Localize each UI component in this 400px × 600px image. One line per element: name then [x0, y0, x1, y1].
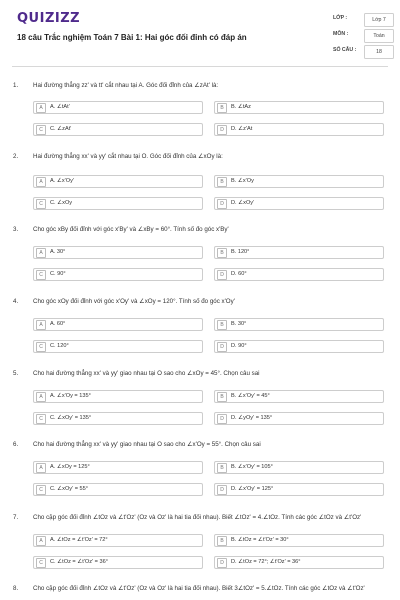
option-letter: C	[36, 558, 46, 568]
meta-value: Lớp 7	[364, 13, 394, 27]
option-b[interactable]	[214, 318, 384, 331]
meta-label: LỚP :	[333, 15, 348, 21]
option-letter: B	[217, 103, 227, 113]
option-text: A. ∠xOy = 125°	[50, 464, 90, 470]
option-text: C. ∠tOz = ∠t'Oz' = 36°	[50, 559, 108, 565]
option-letter: C	[36, 414, 46, 424]
option-text: C. ∠zAt'	[50, 126, 72, 132]
option-letter: A	[36, 536, 46, 546]
option-text: D. ∠x'Oy' = 125°	[231, 486, 274, 492]
option-letter: D	[217, 125, 227, 135]
option-letter: B	[217, 463, 227, 473]
question-text: Hai đường thẳng xx' và yy' cắt nhau tại O. Góc đối đỉnh của ∠xOy là:	[33, 153, 223, 160]
option-text: A. 30°	[50, 249, 66, 255]
option-b[interactable]	[214, 390, 384, 403]
worksheet-header	[0, 0, 400, 64]
question-text: Hai đường thẳng zz' và tt' cắt nhau tại A. Góc đối đỉnh của ∠zAt' là:	[33, 82, 219, 89]
option-b[interactable]	[214, 534, 384, 547]
option-text: C. ∠xOy' = 135°	[50, 415, 92, 421]
option-text: D. ∠tOz = 72°; ∠t'Oz' = 36°	[231, 559, 301, 565]
option-a[interactable]	[33, 101, 203, 114]
option-letter: B	[217, 248, 227, 258]
option-letter: D	[217, 342, 227, 352]
option-text: D. ∠xOy'	[231, 200, 255, 206]
option-text: B. 120°	[231, 249, 250, 255]
option-text: A. ∠x'Oy'	[50, 178, 74, 184]
option-letter: A	[36, 463, 46, 473]
option-d[interactable]	[214, 412, 384, 425]
option-c[interactable]	[33, 556, 203, 569]
option-d[interactable]	[214, 556, 384, 569]
option-a[interactable]	[33, 175, 203, 188]
worksheet-title: 18 câu Trắc nghiệm Toán 7 Bài 1: Hai góc đối đỉnh có đáp án	[17, 33, 247, 42]
option-letter: C	[36, 270, 46, 280]
option-c[interactable]	[33, 412, 203, 425]
option-letter: D	[217, 414, 227, 424]
option-letter: C	[36, 199, 46, 209]
option-d[interactable]	[214, 483, 384, 496]
option-letter: C	[36, 485, 46, 495]
option-text: B. ∠x'Oy	[231, 178, 254, 184]
option-c[interactable]	[33, 268, 203, 281]
option-text: A. ∠tOz = ∠t'Oz' = 72°	[50, 537, 108, 543]
option-letter: B	[217, 320, 227, 330]
option-b[interactable]	[214, 101, 384, 114]
option-letter: C	[36, 342, 46, 352]
option-letter: D	[217, 270, 227, 280]
option-letter: D	[217, 558, 227, 568]
option-text: C. 90°	[50, 271, 66, 277]
header-divider	[12, 66, 388, 67]
option-text: B. ∠x'Oy' = 45°	[231, 393, 270, 399]
option-a[interactable]	[33, 390, 203, 403]
question-number: 8.	[13, 585, 19, 592]
option-letter: A	[36, 103, 46, 113]
option-letter: A	[36, 248, 46, 258]
option-text: B. 30°	[231, 321, 247, 327]
option-letter: D	[217, 485, 227, 495]
option-d[interactable]	[214, 123, 384, 136]
option-a[interactable]	[33, 461, 203, 474]
question-text: Cho cặp góc đối đỉnh ∠tOz và ∠t'Oz' (Oz và Oz' là hai tia đối nhau). Biết ∠tOz' = 4.∠tOz. Tính các góc ∠tOz và ∠t'Oz'	[33, 514, 362, 521]
option-c[interactable]	[33, 197, 203, 210]
question-number: 2.	[13, 153, 19, 160]
option-letter: B	[217, 392, 227, 402]
option-text: B. ∠tOz = ∠t'Oz' = 30°	[231, 537, 289, 543]
question-number: 4.	[13, 298, 19, 305]
option-letter: A	[36, 392, 46, 402]
option-text: B. ∠tAz	[231, 104, 251, 110]
option-a[interactable]	[33, 318, 203, 331]
option-text: D. ∠z'At	[231, 126, 253, 132]
option-letter: B	[217, 177, 227, 187]
question-text: Cho hai đường thẳng xx' và yy' giao nhau tại O sao cho ∠xOy = 45°. Chọn câu sai	[33, 370, 260, 377]
option-c[interactable]	[33, 123, 203, 136]
option-text: B. ∠x'Oy' = 105°	[231, 464, 273, 470]
option-b[interactable]	[214, 246, 384, 259]
question-number: 3.	[13, 226, 19, 233]
option-letter: B	[217, 536, 227, 546]
meta-value: 18	[364, 45, 394, 59]
question-text: Cho góc xOy đối đỉnh với góc x'Oy' và ∠xOy = 120°. Tính số đo góc x'Oy'	[33, 298, 235, 305]
option-text: D. 60°	[231, 271, 247, 277]
option-letter: D	[217, 199, 227, 209]
option-text: C. 120°	[50, 343, 69, 349]
meta-label: SỐ CÂU :	[333, 47, 357, 53]
option-d[interactable]	[214, 268, 384, 281]
meta-row-class	[331, 13, 393, 27]
option-c[interactable]	[33, 340, 203, 353]
option-text: A. ∠x'Oy = 135°	[50, 393, 91, 399]
meta-row-subject	[331, 29, 393, 43]
option-letter: C	[36, 125, 46, 135]
question-text: Cho hai đường thẳng xx' và yy' giao nhau tại O sao cho ∠x'Oy = 55°. Chọn câu sai	[33, 441, 261, 448]
option-text: A. ∠tAt'	[50, 104, 70, 110]
option-b[interactable]	[214, 461, 384, 474]
meta-label: MÔN :	[333, 31, 349, 37]
question-number: 1.	[13, 82, 19, 89]
question-number: 5.	[13, 370, 19, 377]
option-a[interactable]	[33, 534, 203, 547]
question-text: Cho góc xBy đối đỉnh với góc x'By' và ∠xBy = 60°. Tính số đo góc x'By'	[33, 226, 229, 233]
option-letter: A	[36, 177, 46, 187]
option-text: A. 60°	[50, 321, 66, 327]
question-text: Cho cặp góc đối đỉnh ∠tOz và ∠t'Oz' (Oz và Oz' là hai tia đối nhau). Biết 3∠tOz' = 5.∠tOz. Tính các góc ∠tOz và ∠t'Oz'	[33, 585, 365, 592]
option-c[interactable]	[33, 483, 203, 496]
quizizz-logo: QUIZIZZ	[17, 11, 81, 26]
option-text: D. 90°	[231, 343, 247, 349]
option-d[interactable]	[214, 197, 384, 210]
meta-row-question-count	[331, 45, 393, 59]
option-a[interactable]	[33, 246, 203, 259]
meta-value: Toán	[364, 29, 394, 43]
option-text: D. ∠yOy' = 135°	[231, 415, 273, 421]
option-text: C. ∠xOy' = 55°	[50, 486, 89, 492]
question-number: 6.	[13, 441, 19, 448]
question-number: 7.	[13, 514, 19, 521]
option-text: C. ∠xOy	[50, 200, 73, 206]
option-d[interactable]	[214, 340, 384, 353]
option-b[interactable]	[214, 175, 384, 188]
option-letter: A	[36, 320, 46, 330]
